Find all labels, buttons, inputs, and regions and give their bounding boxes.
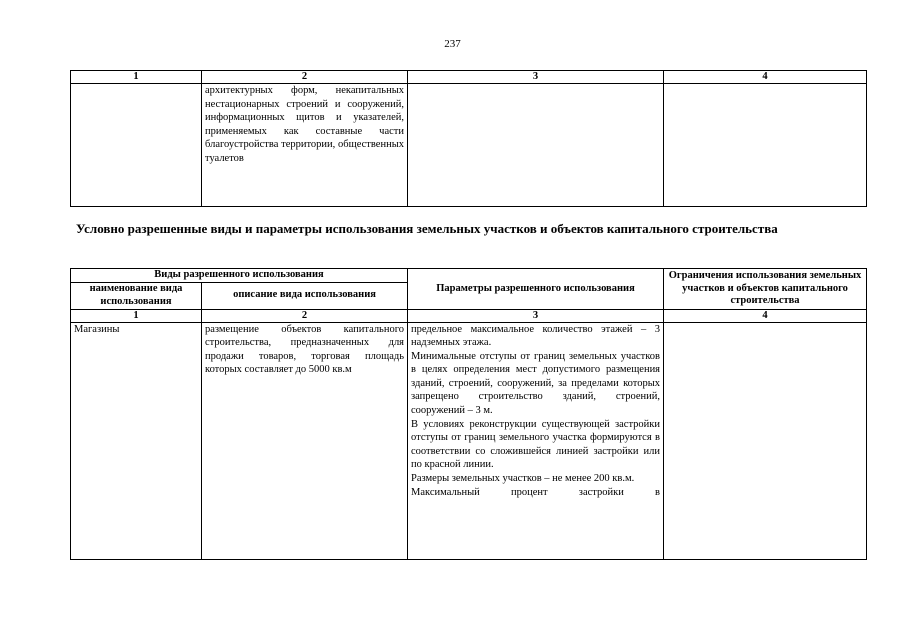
cell-description: размещение объектов капитального строительства, предназначенных для продажи товаров, торговая площадь которых составляет до 5000 кв.м (202, 322, 408, 559)
top-table-number-row (71, 71, 867, 84)
main-header-row-1 (71, 269, 867, 283)
top-col-number-4: 4 (664, 71, 867, 84)
header-group: Виды разрешенного использования (71, 269, 408, 283)
header-description: описание вида использования (202, 282, 408, 309)
top-cell-2: архитектурных форм, некапитальных нестационарных строений и сооружений, информационных щитов и указателей, применяемых как составные части благоустройства территории, общественных туалетов (202, 84, 408, 207)
cell-parameters (408, 322, 664, 559)
header-parameters: Параметры разрешенного использования (408, 269, 664, 310)
section-heading: Условно разрешенные виды и параметры использования земельных участков и объектов капитального строительства (76, 221, 778, 236)
parameter-paragraph: В условиях реконструкции существующей застройки отступы от границ земельного участка формируются в соответствии со сложившейся линией застройки или по красной линии. (411, 418, 661, 471)
cell-name: Магазины (71, 322, 202, 559)
top-col-number-3: 3 (408, 71, 664, 84)
main-table-row (71, 322, 867, 559)
top-table (70, 70, 867, 207)
parameter-paragraph: Минимальные отступы от границ земельных участков в целях определения мест допустимого размещения зданий, строений, сооружений, за пределами которых запрещено строительство зданий, строений, сооружений – 3 м. (411, 350, 661, 417)
top-col-number-2: 2 (202, 71, 408, 84)
main-col-number-1: 1 (71, 309, 202, 322)
main-col-number-4: 4 (664, 309, 867, 322)
main-table (70, 268, 867, 560)
parameter-paragraph: предельное максимальное количество этажей – 3 надземных этажа. (411, 323, 661, 349)
main-table-number-row (71, 309, 867, 322)
top-cell-3 (408, 84, 664, 207)
header-name: наименование вида использования (71, 282, 202, 309)
top-col-number-1: 1 (71, 71, 202, 84)
parameter-paragraph: Максимальный процент застройки в (411, 486, 661, 498)
top-table-row (71, 84, 867, 207)
page-number: 237 (444, 38, 461, 50)
main-col-number-3: 3 (408, 309, 664, 322)
cell-restrictions (664, 322, 867, 559)
parameter-paragraph: Размеры земельных участков – не менее 200 кв.м. (411, 473, 635, 485)
top-cell-4 (664, 84, 867, 207)
main-col-number-2: 2 (202, 309, 408, 322)
header-restrictions: Ограничения использования земельных участков и объектов капитального строительства (664, 269, 867, 310)
top-cell-1 (71, 84, 202, 207)
